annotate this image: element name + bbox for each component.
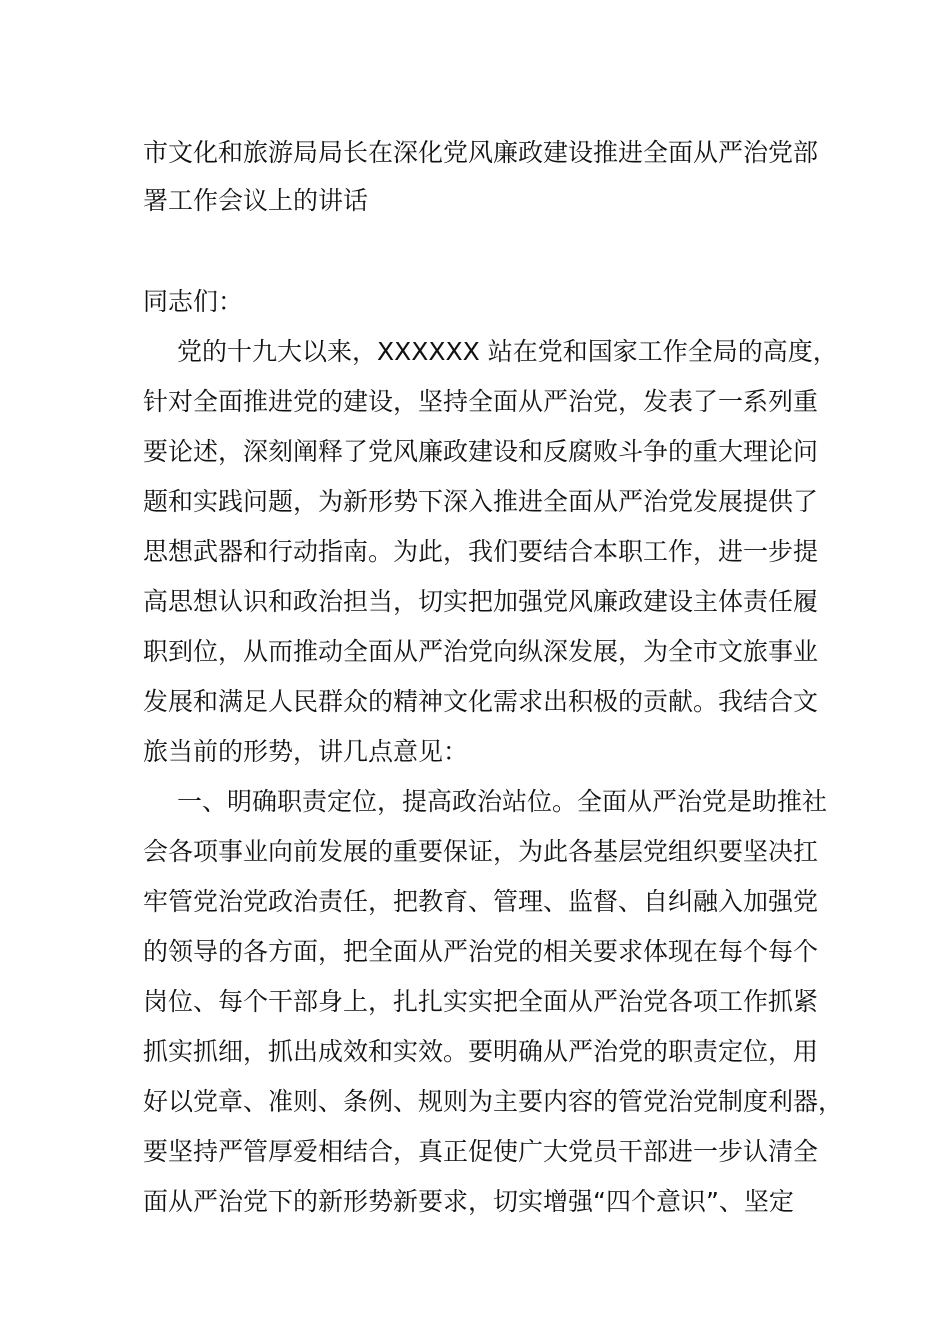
paragraph-1-line-1: 党的十九大以来，XXXXXX 站在党和国家工作全局的高度，	[177, 337, 838, 366]
paragraph-2-line-1: 一、明确职责定位，提高政治站位。全面从严治党是助推社	[177, 787, 828, 816]
paragraph-2-line-9: 面从严治党下的新形势新要求，切实增强“四个意识”、坚定	[143, 1187, 794, 1216]
paragraph-1-line-5: 思想武器和行动指南。为此，我们要结合本职工作，进一步提	[143, 537, 819, 566]
paragraph-2-line-8: 要坚持严管厚爱相结合，真正促使广大党员干部进一步认清全	[143, 1137, 819, 1166]
paragraph-2-line-7: 好以党章、准则、条例、规则为主要内容的管党治党制度利器，	[143, 1087, 844, 1116]
paragraph-2-line-3: 牢管党治党政治责任，把教育、管理、监督、自纠融入加强党	[143, 887, 819, 916]
paragraph-1-line-2: 针对全面推进党的建设，坚持全面从严治党，发表了一系列重	[143, 387, 819, 416]
paragraph-1-line-6: 高思想认识和政治担当，切实把加强党风廉政建设主体责任履	[143, 587, 819, 616]
paragraph-1-line-4: 题和实践问题，为新形势下深入推进全面从严治党发展提供了	[143, 487, 819, 516]
paragraph-2-line-2: 会各项事业向前发展的重要保证，为此各基层党组织要坚决扛	[143, 837, 819, 866]
paragraph-1-line-8: 发展和满足人民群众的精神文化需求出积极的贡献。我结合文	[143, 687, 819, 716]
salutation: 同志们：	[143, 287, 244, 316]
paragraph-2-line-5: 岗位、每个干部身上，扎扎实实把全面从严治党各项工作抓紧	[143, 987, 819, 1016]
title-line-1: 市文化和旅游局局长在深化党风廉政建设推进全面从严治党部	[143, 138, 819, 167]
paragraph-1-line-3: 要论述，深刻阐释了党风廉政建设和反腐败斗争的重大理论问	[143, 437, 819, 466]
paragraph-2-line-4: 的领导的各方面，把全面从严治党的相关要求体现在每个每个	[143, 937, 819, 966]
title-line-2: 署工作会议上的讲话	[143, 186, 369, 215]
paragraph-1-line-9: 旅当前的形势，讲几点意见：	[143, 737, 469, 766]
paragraph-1-line-7: 职到位，从而推动全面从严治党向纵深发展，为全市文旅事业	[143, 637, 819, 666]
paragraph-2-line-6: 抓实抓细，抓出成效和实效。要明确从严治党的职责定位，用	[143, 1037, 819, 1066]
